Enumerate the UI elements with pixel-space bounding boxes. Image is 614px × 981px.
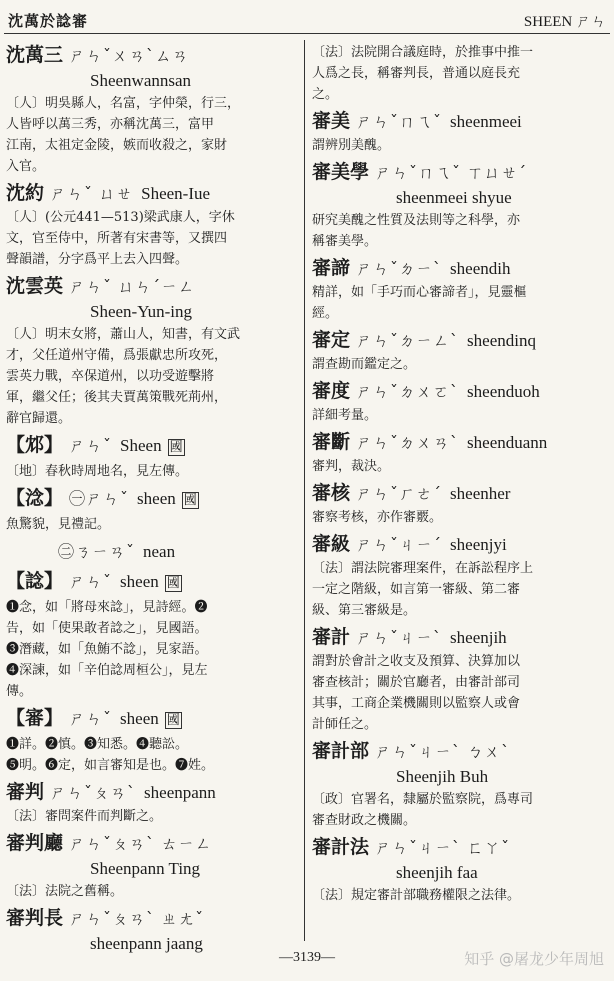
entry-zhuyin: ㄕㄣˇㄉㄨㄛˋ — [356, 382, 460, 401]
entry-term: 審判 — [6, 781, 45, 803]
entry-romanization: sheenmeei shyue — [396, 188, 512, 207]
entry-headword-line — [312, 624, 606, 651]
entry-romanization: sheendinq — [467, 331, 536, 350]
dictionary-entry — [6, 568, 298, 702]
entry-definition-line: 其事，工商企業機關則以監察人或會 — [312, 696, 521, 711]
entry-headword-line — [6, 568, 298, 597]
entry-zhuyin: ㊀ㄕㄣˇ — [69, 489, 130, 508]
dictionary-entry — [312, 624, 606, 735]
entry-headword-line — [312, 108, 606, 135]
entry-definition-line: 審察考核，亦作審覈。 — [312, 510, 443, 525]
entry-romanization: sheenmeei — [450, 112, 522, 131]
dictionary-entry — [312, 159, 606, 252]
dictionary-entry — [6, 538, 298, 565]
entry-definition-line: 雲英力戰，卒保道州，以功受遊擊將 — [6, 369, 215, 384]
entry-term: 審諦 — [312, 257, 351, 279]
entry-definition-line: ❶念，如「將母來諗」，見詩經。❷ — [6, 600, 208, 615]
entry-headword-line — [6, 485, 298, 514]
entry-definition-line: 〔法〕規定審計部職務權限之法律。 — [312, 888, 521, 903]
entry-definition-line: 告，如「使果敢者諗之」，見國語。 — [6, 621, 208, 636]
entry-headword-line — [312, 327, 606, 354]
entry-term: 【淰】 — [6, 487, 64, 509]
entry-definition-line: ❹深諫，如「辛伯諗周桓公」，見左 — [6, 663, 208, 678]
entry-headword-line — [6, 779, 298, 806]
entry-headword-line — [6, 42, 298, 69]
entry-romanization: Sheen — [120, 436, 162, 455]
entry-zhuyin: ㄕㄣˇㄇㄟˇ ㄒㄩㄝˊ — [375, 163, 528, 182]
entry-romanization: sheen — [120, 572, 159, 591]
entry-romanization: sheenjih — [450, 628, 507, 647]
entry-headword-line — [312, 378, 606, 405]
entry-romanization: sheenher — [450, 484, 511, 503]
entry-romanization: sheenduann — [467, 433, 548, 452]
entry-headword-line — [6, 432, 298, 461]
entry-headword-line — [312, 159, 606, 186]
dictionary-entry — [312, 480, 606, 528]
entry-definition-line: 辭官歸還。 — [6, 411, 72, 426]
entry-definition-line: 級、第三審級是。 — [312, 603, 417, 618]
dialect-mark-badge: 國 — [183, 493, 197, 508]
entry-definition-line: 才，父任道州守備，爲張獻忠所攻死， — [6, 348, 228, 363]
dictionary-entry — [312, 378, 606, 426]
entry-romanization: Sheenwannsan — [90, 71, 192, 90]
entry-definition-line: 〔法〕審問案件而判斷之。 — [6, 809, 163, 824]
entry-headword-line — [6, 180, 298, 207]
column-divider — [304, 40, 305, 941]
entry-headword-line — [312, 834, 606, 861]
header-romanization: SHEEN ㄕㄣ — [523, 14, 606, 30]
entry-definition-line: 審查財政之機關。 — [312, 813, 417, 828]
entry-definition-line: 〔法〕法院開合議庭時，於推事中推一 — [312, 45, 534, 60]
entry-romanization: sheenpann — [144, 783, 216, 802]
entry-term: 審美學 — [312, 161, 370, 183]
entry-zhuyin: ㄕㄣˇㄉㄧˋ — [356, 259, 443, 278]
entry-zhuyin: ㄕㄣˇㄉㄧㄥˋ — [356, 331, 460, 350]
entry-headword-line — [6, 273, 298, 300]
entry-definition-line: 計師任之。 — [312, 717, 378, 732]
entry-definition-line: 謂對於會計之收支及預算、決算加以 — [312, 654, 521, 669]
page-number: —3139— — [279, 950, 335, 965]
entry-romanization: Sheenpann Ting — [90, 859, 201, 878]
entry-zhuyin: ㄕㄣˇㄏㄜˊ — [356, 484, 443, 503]
entry-definition-line: 謂查勘而鑑定之。 — [312, 357, 417, 372]
entry-definition-line: 之。 — [312, 87, 339, 102]
dictionary-entry — [6, 42, 298, 177]
header-rule — [4, 33, 610, 34]
entry-romanization: sheenjyi — [450, 535, 507, 554]
entry-headword-line — [312, 255, 606, 282]
entry-definition-line: 〔地〕春秋時周地名，見左傳。 — [6, 464, 189, 479]
entry-term: 【諗】 — [6, 570, 64, 592]
watermark: 知乎 @屠龙少年周旭 — [464, 950, 604, 968]
entry-term: 審計 — [312, 626, 351, 648]
entry-zhuyin: ㄕㄣˇ — [69, 709, 113, 728]
dialect-mark-badge: 國 — [169, 440, 183, 455]
entry-definition-line: 軍，繼父任；後其夫賈萬策戰死荊州， — [6, 390, 228, 405]
entry-headword-line — [312, 480, 606, 507]
dictionary-entry — [6, 705, 298, 776]
dictionary-entry — [312, 531, 606, 621]
entry-romanization: sheenjih faa — [396, 863, 478, 882]
entry-definition-line: 詳細考量。 — [312, 408, 378, 423]
entry-term: 審判長 — [6, 907, 64, 929]
entry-term: 【邥】 — [6, 434, 64, 456]
entry-definition-line: 入官。 — [6, 159, 46, 174]
entry-zhuyin: ㄕㄣˇ — [69, 572, 113, 591]
page-header — [8, 6, 606, 32]
entry-term: 審核 — [312, 482, 351, 504]
entry-romanization: sheendih — [450, 259, 511, 278]
entry-headword-line — [312, 738, 606, 765]
entry-romanization: sheenpann jaang — [90, 934, 203, 953]
entry-definition-line: 〔人〕(公元441—513)梁武康人，字休 — [6, 210, 235, 225]
entry-headword-line — [312, 531, 606, 558]
dictionary-entry — [312, 327, 606, 375]
entry-term: 沈約 — [6, 182, 45, 204]
entry-zhuyin: ㄕㄣˇㄆㄢˋ — [50, 783, 137, 802]
entry-zhuyin: ㄕㄣˇㄇㄟˇ — [356, 112, 443, 131]
dictionary-entry — [6, 779, 298, 827]
entry-term: 審判廳 — [6, 832, 64, 854]
dialect-mark-badge: 國 — [166, 713, 180, 728]
entry-headword-line — [6, 705, 298, 734]
entry-zhuyin: ㄕㄣˇㄐㄧˊ — [356, 535, 443, 554]
dictionary-entry — [6, 432, 298, 482]
dictionary-entry — [6, 273, 298, 429]
entry-definition-line: 精詳，如「手巧而心審諦者」，見靈樞 — [312, 285, 527, 300]
dictionary-entry — [312, 42, 606, 105]
entry-term: 沈萬三 — [6, 44, 64, 66]
dictionary-entry — [312, 834, 606, 906]
entry-definition-line: 魚驚貌，見禮記。 — [6, 517, 111, 532]
entry-romanization: nean — [143, 542, 176, 561]
entry-term: 審度 — [312, 380, 351, 402]
entry-term: 審斷 — [312, 431, 351, 453]
entry-romanization: Sheen-Yun-ing — [90, 302, 192, 321]
entry-definition-line: 聲韻譜，分字爲平上去入四聲。 — [6, 252, 189, 267]
entry-zhuyin: ㄕㄣˇㄉㄨㄢˋ — [356, 433, 460, 452]
entry-definition-line: 〔法〕法院之舊稱。 — [6, 884, 124, 899]
entry-definition-line: 人爲之長，稱審判長，普通以庭長充 — [312, 66, 521, 81]
entry-term: 審級 — [312, 533, 351, 555]
entry-definition-line: 經。 — [312, 306, 339, 321]
entry-headword-line — [312, 429, 606, 456]
dictionary-entry — [6, 830, 298, 902]
entry-zhuyin: ㄕㄣˇㄐㄧˋ ㄅㄨˋ — [375, 742, 511, 761]
entry-definition-line: 研究美醜之性質及法則等之科學，亦 — [312, 213, 521, 228]
entry-definition-line: 文，官至侍中，所著有宋書等，又撰四 — [6, 231, 228, 246]
entry-definition-line: ❸潛藏，如「魚鮪不諗」，見家語。 — [6, 642, 208, 657]
entry-definition-line: 人皆呼以萬三秀，亦稱沈萬三，富甲 — [6, 117, 215, 132]
entry-definition-line: ❶詳。❷慎。❸知悉。❹聽訟。 — [6, 737, 189, 752]
entry-romanization: sheen — [137, 489, 176, 508]
entry-term: 審定 — [312, 329, 351, 351]
dictionary-entry — [312, 738, 606, 831]
entry-definition-line: 〔政〕官署名，隸屬於監察院，爲專司 — [312, 792, 534, 807]
entry-definition-line: 傳。 — [6, 684, 33, 699]
dictionary-entry — [6, 905, 298, 956]
entry-zhuyin: ㄕㄣˇㄆㄢˋ ㄓㄤˇ — [69, 909, 205, 928]
dictionary-entry — [312, 429, 606, 477]
entry-headword-line — [6, 830, 298, 857]
entry-zhuyin: ㊁ㄋㄧㄢˇ — [58, 542, 136, 561]
entry-definition-line: 〔人〕明末女將，蕭山人，知書，有文武 — [6, 327, 241, 342]
entry-definition-line: 江南，太祖定金陵，嫉而收殺之，家財 — [6, 138, 228, 153]
entry-definition-line: 審判，裁決。 — [312, 459, 391, 474]
entry-zhuyin: ㄕㄣˇㄐㄧˋ ㄈㄚˇ — [375, 838, 511, 857]
entry-definition-line: 〔人〕明吳縣人，名富，字仲榮，行三， — [6, 96, 241, 111]
entry-definition-line: 稱審美學。 — [312, 234, 378, 249]
dictionary-entry — [6, 485, 298, 535]
entry-zhuyin: ㄕㄣˇㄨㄢˋㄙㄢ — [69, 46, 190, 65]
entry-term: 審美 — [312, 110, 351, 132]
entry-term: 審計部 — [312, 740, 370, 762]
left-column — [6, 42, 298, 959]
entry-romanization: sheen — [120, 709, 159, 728]
entry-romanization: sheenduoh — [467, 382, 540, 401]
entry-headword-line — [6, 905, 298, 932]
header-guide-characters: 沈萬於諗審 — [8, 12, 89, 30]
entry-definition-line: 〔法〕謂法院審理案件，在訴訟程序上 — [312, 561, 534, 576]
entry-term: 審計法 — [312, 836, 370, 858]
dictionary-entry — [6, 180, 298, 270]
entry-romanization: Sheen-Iue — [141, 184, 211, 203]
dialect-mark-badge: 國 — [166, 576, 180, 591]
entry-term: 【審】 — [6, 707, 64, 729]
entry-definition-line: ❺明。❻定，如言審知是也。❼姓。 — [6, 758, 215, 773]
entry-romanization: Sheenjih Buh — [396, 767, 489, 786]
entry-definition-line: 謂辨別美醜。 — [312, 138, 391, 153]
right-column — [312, 42, 606, 909]
entry-term: 沈雲英 — [6, 275, 64, 297]
entry-headword-line — [6, 538, 298, 565]
entry-definition-line: 審查核計；關於官廳者，由審計部司 — [312, 675, 521, 690]
dictionary-entry — [312, 108, 606, 156]
dictionary-entry — [312, 255, 606, 324]
entry-zhuyin: ㄕㄣˇ — [69, 436, 113, 455]
entry-zhuyin: ㄕㄣˇ ㄩㄝ — [50, 184, 134, 203]
entry-zhuyin: ㄕㄣˇㄆㄢˋ ㄊㄧㄥ — [69, 834, 213, 853]
entry-zhuyin: ㄕㄣˇㄐㄧˋ — [356, 628, 443, 647]
entry-definition-line: 一定之階級，如言第一審級、第二審 — [312, 582, 521, 597]
entry-zhuyin: ㄕㄣˇ ㄩㄣˊㄧㄥ — [69, 277, 196, 296]
